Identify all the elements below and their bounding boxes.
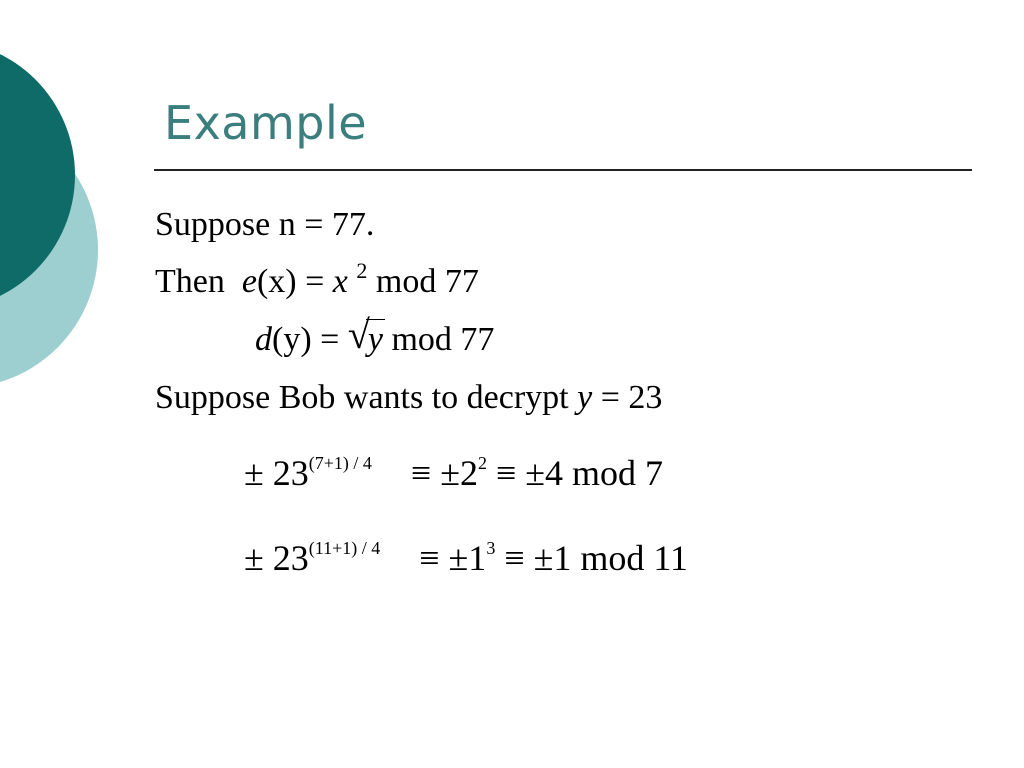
eq2-rest: ≡ ±1 mod 11 <box>504 538 689 578</box>
bob-value: = 23 <box>592 379 663 416</box>
eq2-mid: ≡ ±1 <box>419 538 487 578</box>
eq1-exponent2: 2 <box>477 453 487 473</box>
encrypt-equals: = <box>305 263 333 300</box>
decrypt-fn: d <box>255 321 272 358</box>
equation-mod11 <box>244 540 688 576</box>
bob-var: y <box>577 379 593 416</box>
sqrt-expression <box>347 312 383 358</box>
line-decrypt-function <box>255 312 495 358</box>
encrypt-mod: mod 77 <box>375 263 479 300</box>
encrypt-arg: (x) <box>256 263 297 300</box>
decrypt-var: y <box>367 321 383 358</box>
line-suppose-n <box>155 208 374 242</box>
eq1-rest: ≡ ±4 mod 7 <box>495 453 664 493</box>
eq2-exponent2: 3 <box>486 538 496 558</box>
decrypt-equals: = <box>320 321 348 358</box>
slide-title: Example <box>164 96 368 150</box>
eq2-exponent: (11+1) / 4 <box>308 538 381 558</box>
encrypt-var: x <box>332 263 348 300</box>
line-encrypt-function <box>155 258 479 300</box>
line-suppose-n-text: Suppose n = 77. <box>155 206 375 243</box>
decrypt-arg: (y) <box>272 321 312 358</box>
eq1-exponent: (7+1) / 4 <box>308 453 372 473</box>
equation-mod7 <box>244 455 663 491</box>
bob-text: Suppose Bob wants to decrypt <box>155 379 578 416</box>
then-label: Then <box>155 263 225 300</box>
eq2-base: ± 23 <box>244 538 309 578</box>
line-bob-decrypt <box>155 381 662 415</box>
decrypt-mod: mod 77 <box>391 321 495 358</box>
decorative-circles <box>0 0 110 420</box>
eq1-mid: ≡ ±2 <box>410 453 478 493</box>
encrypt-exponent: 2 <box>356 258 368 283</box>
sqrt-icon: √ <box>347 312 370 357</box>
encrypt-fn: e <box>241 263 257 300</box>
eq1-base: ± 23 <box>244 453 309 493</box>
title-divider <box>154 169 972 171</box>
